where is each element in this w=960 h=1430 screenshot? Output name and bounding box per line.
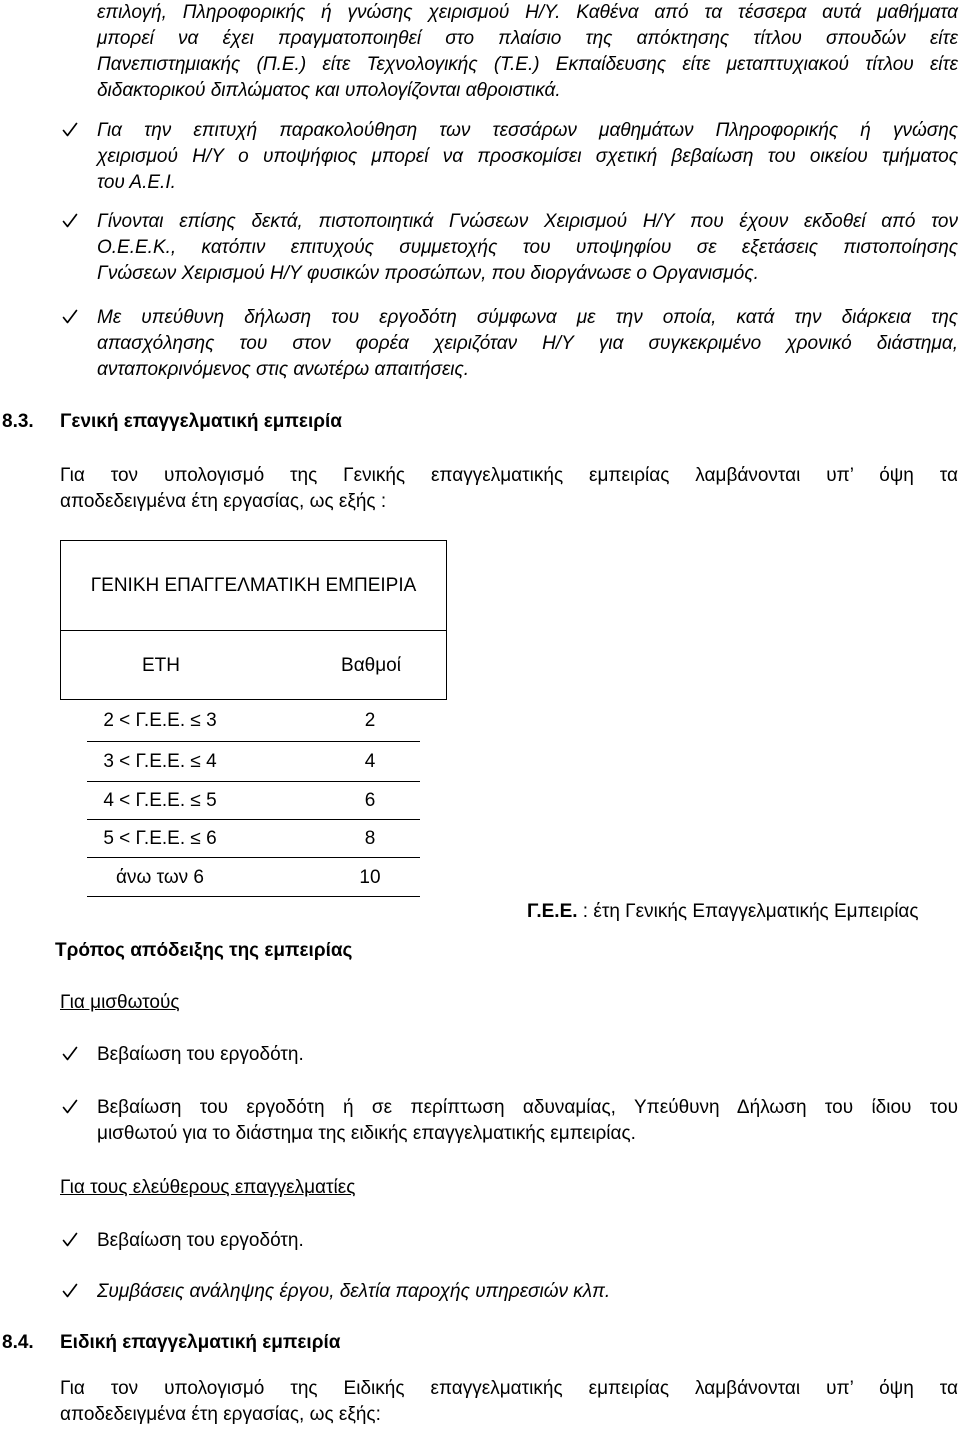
table-row bbox=[60, 782, 447, 820]
legend-text: : έτη Γενικής Επαγγελματικής Εμπειρίας bbox=[577, 901, 919, 922]
paragraph-line: χειρισμού Η/Υ ο υποψήφιος μπορεί να προσκομίσει σχετική βεβαίωση του οικείου τμήματος bbox=[97, 146, 958, 167]
paragraph-line: του Α.Ε.Ι. bbox=[97, 172, 176, 193]
check-icon bbox=[62, 1232, 78, 1248]
table-row bbox=[60, 820, 447, 858]
paragraph-line: Πανεπιστημιακής (Π.Ε.) είτε Τεχνολογικής (Τ.Ε.) Εκπαίδευσης είτε μεταπτυχιακού τίτλου είτε bbox=[97, 54, 958, 75]
list-item bbox=[0, 1279, 960, 1305]
list-item-text bbox=[97, 305, 958, 383]
check-icon bbox=[62, 1283, 78, 1299]
list-item bbox=[0, 1042, 960, 1068]
intro-paragraph bbox=[97, 0, 958, 104]
section-number: 8.3. bbox=[2, 411, 34, 432]
section-paragraph bbox=[60, 463, 958, 515]
points-cell: 10 bbox=[359, 867, 381, 888]
list-item bbox=[0, 118, 960, 196]
list-item bbox=[0, 209, 960, 287]
paragraph-line: Ο.Ε.Ε.Κ., κατόπιν επιτυχούς συμμετοχής του υποψηφίου σε εξετάσεις πιστοποίησης bbox=[97, 237, 958, 258]
section-title: Γενική επαγγελματική εμπειρία bbox=[60, 411, 342, 432]
proof-title: Τρόπος απόδειξης της εμπειρίας bbox=[55, 940, 353, 961]
table-title: ΓΕΝΙΚΗ ΕΠΑΓΓΕΛΜΑΤΙΚΗ ΕΜΠΕΙΡΙΑ bbox=[61, 541, 446, 631]
column-header-points: Βαθμοί bbox=[341, 655, 401, 676]
years-cell: 2 < Γ.Ε.Ε. ≤ 3 bbox=[103, 710, 217, 731]
table-header-row bbox=[61, 631, 446, 700]
paragraph-line: Για τον υπολογισμό της Γενικής επαγγελματικής εμπειρίας λαμβάνονται υπ’ όψη τα bbox=[60, 465, 958, 486]
list-item-text bbox=[97, 1279, 958, 1305]
points-cell: 2 bbox=[364, 710, 376, 731]
list-item bbox=[0, 305, 960, 383]
paragraph-line: μισθωτού για το διάστημα της ειδικής επαγγελματικής εμπειρίας. bbox=[97, 1123, 636, 1144]
legend-abbreviation: Γ.Ε.Ε. bbox=[527, 901, 578, 922]
salaried-label: Για μισθωτούς bbox=[60, 992, 180, 1013]
paragraph-line: Γίνονται επίσης δεκτά, πιστοποιητικά Γνώσεων Χειρισμού Η/Υ που έχουν εκδοθεί από τον bbox=[97, 211, 958, 232]
section-heading bbox=[0, 1330, 960, 1356]
paragraph-line: Συμβάσεις ανάληψης έργου, δελτία παροχής υπηρεσιών κλπ. bbox=[97, 1281, 611, 1302]
paragraph-line: Για την επιτυχή παρακολούθηση των τεσσάρων μαθημάτων Πληροφορικής ή γνώσης bbox=[97, 120, 958, 141]
points-cell: 8 bbox=[364, 828, 376, 849]
paragraph-line: Βεβαίωση του εργοδότη. bbox=[97, 1230, 304, 1251]
points-cell: 4 bbox=[364, 751, 376, 772]
section-number: 8.4. bbox=[2, 1332, 34, 1353]
list-item-text bbox=[97, 1095, 958, 1147]
paragraph-line: αποδεδειγμένα έτη εργασίας, ως εξής: bbox=[60, 1404, 381, 1425]
paragraph-line: διδακτορικού διπλώματος και υπολογίζονται αθροιστικά. bbox=[97, 80, 561, 101]
paragraph-line: Γνώσεων Χειρισμού Η/Υ φυσικών προσώπων, που διοργάνωσε ο Οργανισμός. bbox=[97, 263, 759, 284]
paragraph-line: Για τον υπολογισμό της Ειδικής επαγγελματικής εμπειρίας λαμβάνονται υπ’ όψη τα bbox=[60, 1378, 958, 1399]
paragraph-line: επιλογή, Πληροφορικής ή γνώσης χειρισμού Η/Υ. Καθένα από τα τέσσερα αυτά μαθήματα bbox=[97, 2, 958, 23]
paragraph-line: μπορεί να έχει πραγματοποιηθεί στο πλαίσιο της απόκτησης τίτλου σπουδών είτε bbox=[97, 28, 958, 49]
years-cell: 3 < Γ.Ε.Ε. ≤ 4 bbox=[103, 751, 217, 772]
paragraph-line: αποδεδειγμένα έτη εργασίας, ως εξής : bbox=[60, 491, 387, 512]
section-title: Ειδική επαγγελματική εμπειρία bbox=[60, 1332, 341, 1353]
list-item-text bbox=[97, 209, 958, 287]
column-header-years: ΕΤΗ bbox=[142, 655, 180, 676]
list-item-text bbox=[97, 1228, 958, 1254]
table-header-box bbox=[60, 540, 447, 700]
table-row bbox=[60, 858, 447, 897]
years-cell: άνω των 6 bbox=[115, 867, 204, 888]
list-item bbox=[0, 1095, 960, 1147]
freelancers-label: Για τους ελεύθερους επαγγελματίες bbox=[60, 1177, 356, 1198]
table-row bbox=[60, 742, 447, 782]
check-icon bbox=[62, 1099, 78, 1115]
check-icon bbox=[62, 309, 78, 325]
list-item bbox=[0, 1228, 960, 1254]
paragraph-line: ανταποκρινόμενος στις ανωτέρω απαιτήσεις. bbox=[97, 359, 470, 380]
list-item-text bbox=[97, 1042, 958, 1068]
paragraph-line: Βεβαίωση του εργοδότη. bbox=[97, 1044, 304, 1065]
years-cell: 4 < Γ.Ε.Ε. ≤ 5 bbox=[103, 790, 217, 811]
general-experience-table bbox=[60, 540, 447, 897]
table-legend bbox=[527, 899, 919, 925]
paragraph-line: απασχόλησης του στον φορέα χειριζόταν Η/Υ για συγκεκριμένο χρονικό διάστημα, bbox=[97, 333, 958, 354]
paragraph-line: Βεβαίωση του εργοδότη ή σε περίπτωση αδυναμίας, Υπεύθυνη Δήλωση του ίδιου του bbox=[97, 1097, 958, 1118]
table-row bbox=[60, 700, 447, 742]
paragraph-line: Με υπεύθυνη δήλωση του εργοδότη σύμφωνα με την οποία, κατά την διάρκεια της bbox=[97, 307, 958, 328]
check-icon bbox=[62, 122, 78, 138]
years-cell: 5 < Γ.Ε.Ε. ≤ 6 bbox=[103, 828, 217, 849]
section-heading bbox=[0, 409, 960, 435]
section-paragraph bbox=[60, 1376, 958, 1428]
points-cell: 6 bbox=[364, 790, 376, 811]
list-item-text bbox=[97, 118, 958, 196]
check-icon bbox=[62, 1046, 78, 1062]
check-icon bbox=[62, 213, 78, 229]
